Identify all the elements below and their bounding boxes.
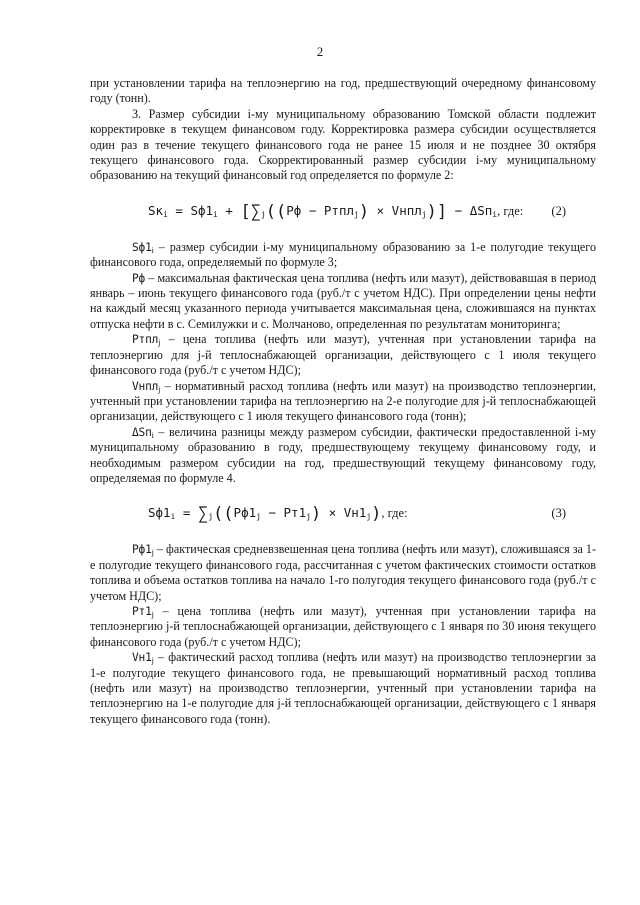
paragraph-3: 3. Размер субсидии i-му муниципальному образованию Томской области подлежит корректировке в текущем финансовом году. Корректировка размера субсидии осуществляется один раз в течение текущего финансового года не ранее 15 июля и не позднее 30 октября текущего финансового года. Скорректированный размер субсидии i-му муниципальному образованию на текущий финансовый год определяется по формуле 2: bbox=[90, 106, 596, 183]
paragraph-intro-continuation: при установлении тарифа на теплоэнергию на год, предшествующий очередному финансовому году (тонн). bbox=[90, 76, 596, 106]
document-body bbox=[90, 76, 596, 727]
formula-3-expression: $Sф1_i = \sum_j((Pф1_j - Pт1_j) \times Vн1_j)$, где: bbox=[148, 504, 408, 525]
definition-rph1: $Pф1_j$ – фактическая средневзвешенная цена топлива (нефть или мазут), сложившаяся за 1-е полугодие текущего финансового года, рассчитанная с учетом фактических стоимости остатков топлива и объема остатков топлива на начало 1-го полугодия текущего финансового года (руб./т с учетом НДС); bbox=[90, 542, 596, 603]
formula-3-number: (3) bbox=[551, 506, 566, 521]
definition-vn1: $Vн1_j$ – фактический расход топлива (нефть или мазут) на производство теплоэнергии за 1-е полугодие текущего финансового года, не превышающий нормативный расход топлива (нефть или мазут) на производство теплоэнергии, учтенный при установлении тарифа на теплоэнергию на 1-е полугодие для j-й теплоснабжающей организации, действующего с 1 января текущего финансового года (тонн). bbox=[90, 650, 596, 726]
formula-3 bbox=[90, 504, 596, 525]
definition-rph: Pф – максимальная фактическая цена топлива (нефть или мазут), действовавшая в период январь – июнь текущего финансового года (руб./т с учетом НДС). При определении цены нефти на каждый месяц указанного периода учитывается максимальная цена, сложившаяся на пунктах отпуска нефти в с. Семилужки и с. Молчаново, определенная по результатам мониторинга; bbox=[90, 270, 596, 331]
formula-2-expression: $Sк_i = Sф1_i + [\sum_j((Pф$ − Pтпл$_j$) × Vнпл$_j$)] − ΔSп$_i$, где: bbox=[148, 201, 524, 222]
formula-2-number: (2) bbox=[551, 203, 566, 218]
definition-delta-sp: ΔSп$_i$ – величина разницы между размером субсидии, фактически предоставленной i-му муниципальному образованию в году, предшествующему текущему финансовому году, и необходимым размером субсидии на год, предшествующий текущему финансовому году, определяемая по формуле 4. bbox=[90, 424, 596, 485]
definition-sph1: $Sф1_i$ – размер субсидии i-му муниципальному образованию за 1-е полугодие текущего финансового года, определяемый по формуле 3; bbox=[90, 239, 596, 270]
formula-2 bbox=[90, 202, 596, 220]
page-number: 2 bbox=[316, 44, 324, 59]
definition-rtpl: Pтпл$_j$ – цена топлива (нефть или мазут), учтенная при установлении тарифа на теплоэнергию для j-й теплоснабжающей организации, действующего с 1 июля текущего финансового года (руб./т с учетом НДС); bbox=[90, 332, 596, 378]
definition-rt1: $Pт1_j$ – цена топлива (нефть или мазут), учтенная при установлении тарифа на теплоэнергию j-й теплоснабжающей организации, действующего с 1 января по 30 июня текущего финансового года (руб./т с учетом НДС); bbox=[90, 603, 596, 649]
definition-vnpl: Vнпл$_j$ – нормативный расход топлива (нефть или мазут) на производство теплоэнергии, учтенный при установлении тарифа на теплоэнергию на 2-е полугодие для j-й теплоснабжающей организации, действующего с 1 июля текущего финансового года (тонн); bbox=[90, 378, 596, 424]
